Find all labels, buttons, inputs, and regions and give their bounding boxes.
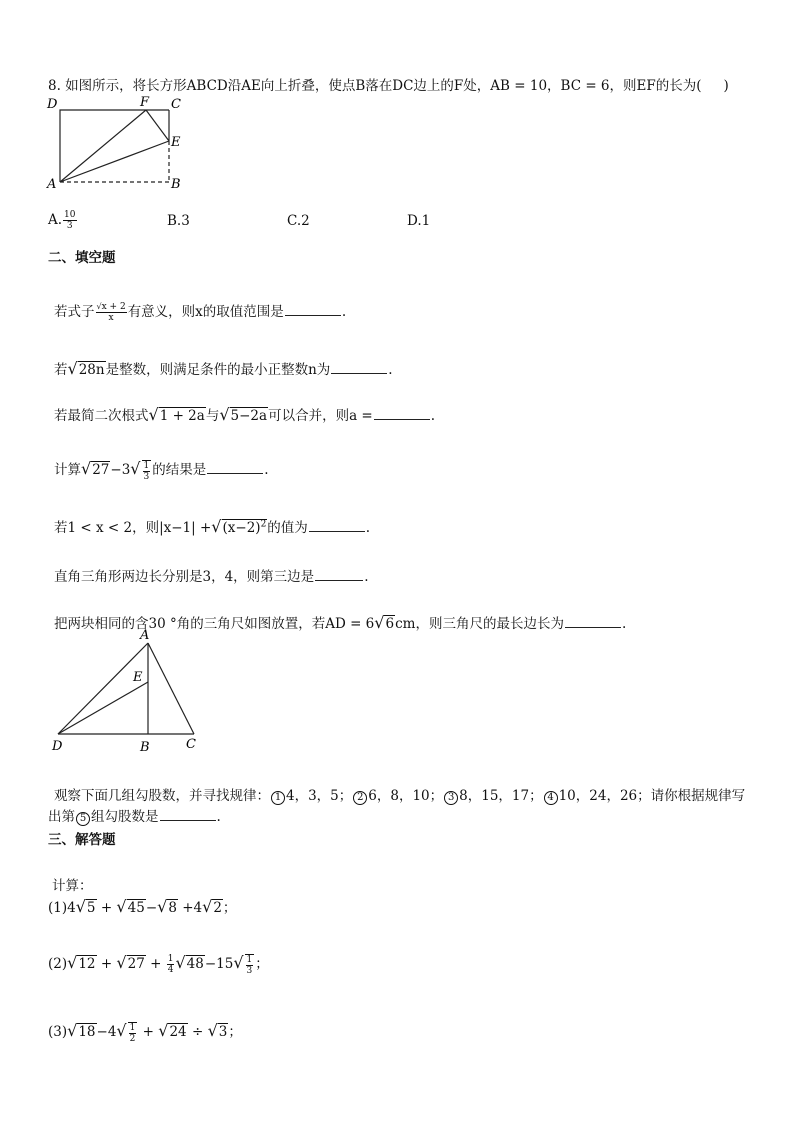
fill-question-8-line2: 出第 5 组勾股数是 . [48,809,221,825]
fig2-label-c: C [186,737,196,752]
solve-problem-1: (1)4√5 + √45−√8 +4√2； [48,897,237,916]
fill-question-5: 若1 < x < 2，则$|x-1| +√(x-2)^2$的值为 . [54,517,371,536]
q8-option-d: D.1 [407,213,431,229]
fig1-label-e: E [171,135,181,150]
fig1-label-f: F [140,95,150,110]
solve-intro: 计算： [52,878,93,894]
q8-text: 8. 如图所示，将长方形ABCD沿AE向上折叠，使点B落在DC边上的F处，AB = 10，BC = 6，则EF的长为( [48,78,702,94]
q8-option-b: B.3 [167,213,190,229]
section-3-title: 三、解答题 [48,832,116,848]
fill-question-3: 若最简二次根式√1 + 2a与√5−2a可以合并，则a = . [54,405,436,424]
fig2-label-a: A [140,628,150,643]
fig1-label-c: C [171,97,181,112]
fill-question-1: 若式子 $\frac{√x + 2}{x}$ 有意义，则x的取值范围是 . [54,302,347,323]
fill-question-6: 直角三角形两边长分别是3，4，则第三边是 . [54,569,369,585]
solve-problem-3: (3)√18−4√ $\frac{1}{2}$ + √24 ÷ √3； [48,1021,242,1044]
q8-option-a: A. $\frac{10}{3}$ [48,210,76,231]
fill-question-7: 把两块相同的含30 °角的三角尺如图放置，若AD = 6√6cm，则三角尺的最长边长为 . [54,613,627,632]
fig1-label-d: D [47,97,58,112]
fig1-label-a: A [47,177,57,192]
section-2-title: 二、填空题 [48,250,116,266]
fig2-label-e: E [133,670,143,685]
triangle-figure [44,624,214,756]
solve-problem-2: (2)√12 + √27 + $\frac{1}{4}$ √48−15√ $\frac{1}{3}$ ； [48,953,269,976]
q8-rectangle-figure [44,94,194,192]
fill-question-2: 若√28n是整数，则满足条件的最小正整数n为 . [54,359,393,378]
fill-question-8-line1: 观察下面几组勾股数，并寻找规律： 1 4，3，5； 2 6，8，10； 3 8，15，17； 4 10，24，26；请你根据规律写 [54,788,746,804]
question-8 [48,74,729,94]
fig2-label-d: D [52,739,63,754]
fill-question-4: 计算√27−3√ $\frac{1}{3}$ 的结果是 . [54,459,269,482]
q8-paren-close: ) [723,78,729,94]
fig1-label-b: B [171,177,181,192]
fig2-label-b: B [140,740,150,755]
q8-option-c: C.2 [287,213,310,229]
